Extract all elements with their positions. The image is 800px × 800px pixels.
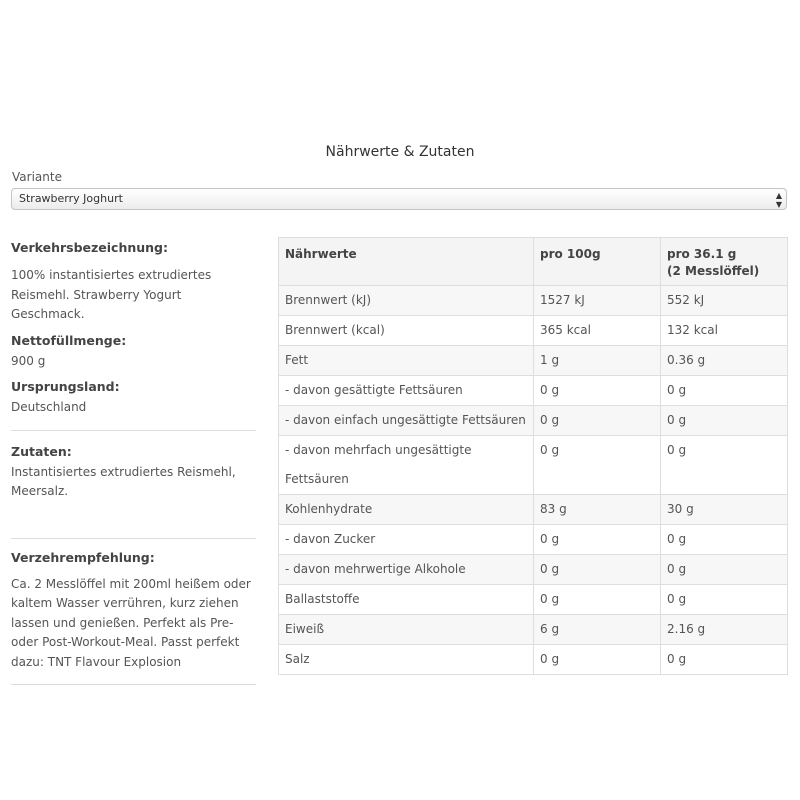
table-row (279, 585, 788, 615)
per-portion-cell: 2.16 g (661, 615, 788, 645)
per-100g-cell: 6 g (534, 615, 661, 645)
info-section-general (11, 236, 256, 431)
per-portion-cell: 132 kcal (661, 316, 788, 346)
per-100g-cell: 0 g (534, 406, 661, 436)
nutrition-header-row (279, 238, 788, 286)
per-100g-cell: 365 kcal (534, 316, 661, 346)
variant-selected-value: Strawberry Joghurt (19, 192, 123, 205)
nutrient-name-cell: Brennwert (kJ) (279, 286, 534, 316)
page-title: Nährwerte & Zutaten (325, 144, 475, 160)
nutrient-name-cell: - davon mehrwertige Alkohole (279, 555, 534, 585)
table-row (279, 286, 788, 316)
select-arrows-icon: ▲ ▼ (775, 191, 782, 209)
ursprungsland-text: Deutschland (11, 400, 87, 414)
verzehrempfehlung-heading: Verzehrempfehlung: (11, 549, 155, 565)
header-pro-100g: pro 100g (534, 238, 661, 286)
per-portion-cell: 0.36 g (661, 346, 788, 376)
nutrient-name-cell: - davon gesättigte Fettsäuren (279, 376, 534, 406)
verkehrsbezeichnung-text: 100% instantisiertes extrudiertes Reismehl. Strawberry Yogurt Geschmack. (11, 268, 212, 321)
per-portion-cell: 0 g (661, 585, 788, 615)
per-100g-cell: 0 g (534, 585, 661, 615)
nettofuellmenge-heading: Nettofüllmenge: (11, 332, 127, 348)
per-100g-cell: 83 g (534, 495, 661, 525)
nutrient-name-cell: - davon einfach ungesättigte Fettsäuren (279, 406, 534, 436)
per-portion-cell: 0 g (661, 645, 788, 675)
info-section-zutaten (11, 431, 256, 539)
nutrition-table-body (279, 286, 788, 675)
per-100g-cell: 0 g (534, 376, 661, 406)
table-row (279, 555, 788, 585)
nutrient-name-cell: Fett (279, 346, 534, 376)
nutrient-name-cell: Brennwert (kcal) (279, 316, 534, 346)
per-portion-cell: 552 kJ (661, 286, 788, 316)
table-row (279, 436, 788, 495)
nutrient-name-cell: Kohlenhydrate (279, 495, 534, 525)
verzehrempfehlung-text: Ca. 2 Messlöffel mit 200ml heißem oder kaltem Wasser verrühren, kurz ziehen lassen und genießen. Perfekt als Pre- oder Post-Workout-Meal. Passt perfekt dazu: TNT Flavour Explosion (11, 576, 251, 669)
table-row (279, 525, 788, 555)
per-portion-cell: 30 g (661, 495, 788, 525)
info-section-verzehrempfehlung (11, 539, 256, 686)
table-row (279, 615, 788, 645)
header-pro-portion: pro 36.1 g (2 Messlöffel) (661, 238, 788, 286)
header-naehrwerte: Nährwerte (279, 238, 534, 286)
nutrition-table (278, 237, 788, 675)
nutrient-name-cell: Ballaststoffe (279, 585, 534, 615)
per-portion-cell: 0 g (661, 376, 788, 406)
table-row (279, 376, 788, 406)
per-100g-cell: 1 g (534, 346, 661, 376)
nutrient-name-cell: - davon Zucker (279, 525, 534, 555)
table-row (279, 316, 788, 346)
zutaten-heading: Zutaten: (11, 443, 72, 459)
per-100g-cell: 0 g (534, 436, 661, 495)
verkehrsbezeichnung-heading: Verkehrsbezeichnung: (11, 240, 169, 255)
variant-select[interactable] (11, 188, 787, 210)
table-row (279, 645, 788, 675)
nutrient-name-cell: Salz (279, 645, 534, 675)
per-100g-cell: 0 g (534, 525, 661, 555)
product-info (11, 236, 256, 685)
table-row (279, 495, 788, 525)
per-100g-cell: 1527 kJ (534, 286, 661, 316)
table-row (279, 406, 788, 436)
per-portion-cell: 0 g (661, 555, 788, 585)
per-100g-cell: 0 g (534, 645, 661, 675)
nutrient-name-cell: Eiweiß (279, 615, 534, 645)
variant-label: Variante (12, 170, 62, 184)
per-100g-cell: 0 g (534, 555, 661, 585)
table-row (279, 346, 788, 376)
per-portion-cell: 0 g (661, 436, 788, 495)
nutrient-name-cell: - davon mehrfach ungesättigte Fettsäuren (279, 436, 534, 495)
nettofuellmenge-text: 900 g (11, 353, 46, 368)
per-portion-cell: 0 g (661, 525, 788, 555)
ursprungsland-heading: Ursprungsland: (11, 379, 120, 394)
per-portion-cell: 0 g (661, 406, 788, 436)
zutaten-text: Instantisiertes extrudiertes Reismehl, Meersalz. (11, 464, 236, 498)
